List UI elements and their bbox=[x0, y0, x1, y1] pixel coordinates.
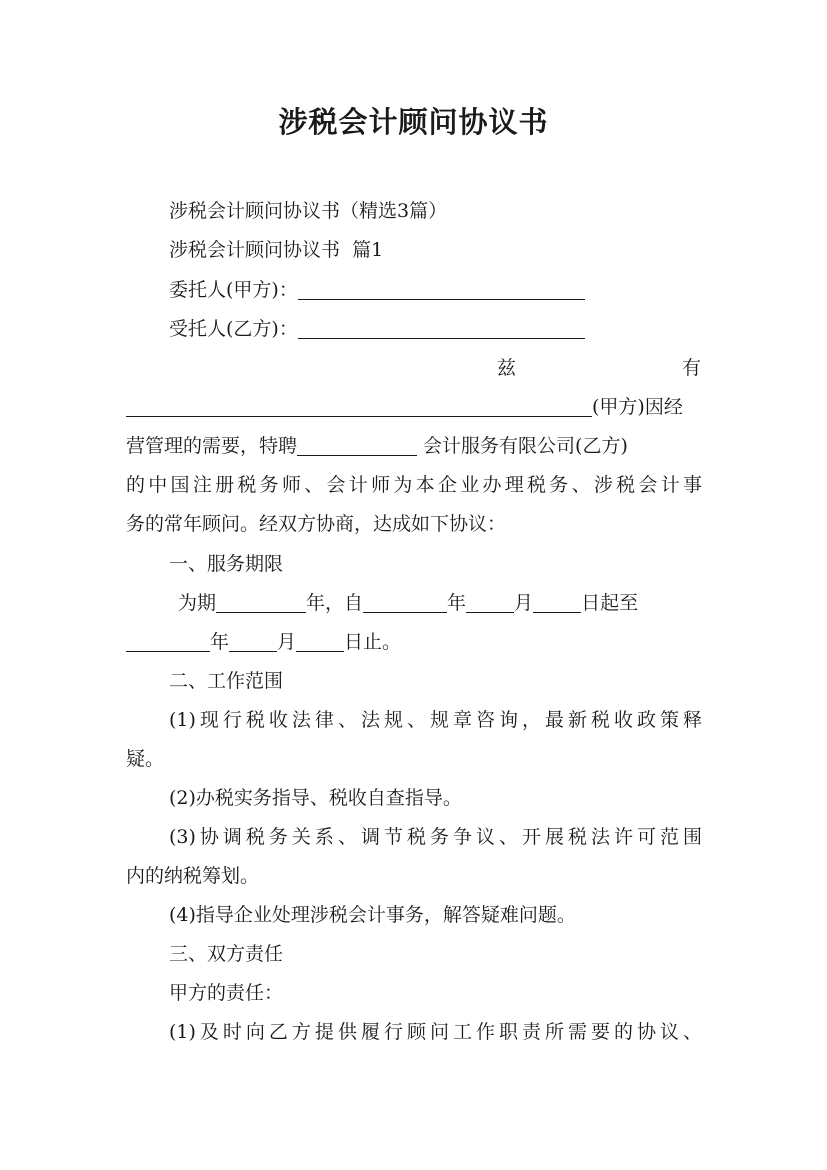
term-text-e: 日起至 bbox=[581, 592, 639, 614]
scope-item-4: (4)指导企业处理涉税会计事务，解答疑难问题。 bbox=[169, 904, 576, 926]
scope-item-3a: (3)协调税务关系、调节税务争议、开展税法许可范围 bbox=[169, 826, 702, 848]
intro-word-1: 兹 bbox=[497, 357, 517, 379]
heading-responsibilities: 三、双方责任 bbox=[169, 943, 284, 965]
party-b-line bbox=[169, 314, 702, 344]
party-b-blank bbox=[298, 318, 585, 339]
intro-line-5: 的中国注册税务师、会计师为本企业办理税务、涉税会计事 bbox=[126, 474, 702, 496]
party-a-blank bbox=[298, 279, 585, 300]
intro-line-4 bbox=[126, 431, 702, 461]
intro-text-4b: 会计服务有限公司(乙方) bbox=[417, 435, 628, 457]
party-a-line bbox=[169, 275, 702, 305]
party-b-label: 受托人(乙方)： bbox=[169, 318, 298, 340]
term-text-f: 年 bbox=[210, 631, 230, 653]
intro-text-4a: 营管理的需要，特聘 bbox=[126, 435, 298, 457]
term-text-b: 年，自 bbox=[306, 592, 364, 614]
term-line-1 bbox=[178, 588, 702, 618]
start-month-blank bbox=[466, 592, 514, 613]
start-year-blank bbox=[363, 592, 447, 613]
term-text-g: 月 bbox=[277, 631, 297, 653]
document-title: 涉税会计顾问协议书 bbox=[278, 105, 549, 139]
end-day-blank bbox=[296, 631, 344, 652]
term-years-blank bbox=[216, 592, 306, 613]
scope-item-1a: (1)现行税收法律、法规、规章咨询，最新税收政策释 bbox=[169, 709, 702, 731]
company-a-blank bbox=[126, 396, 592, 417]
scope-item-3b: 内的纳税筹划。 bbox=[126, 865, 260, 887]
end-month-blank bbox=[229, 631, 277, 652]
term-line-2 bbox=[126, 627, 702, 657]
scope-item-2: (2)办税实务指导、税收自查指导。 bbox=[169, 787, 462, 809]
term-text-c: 年 bbox=[447, 592, 467, 614]
subtitle: 涉税会计顾问协议书（精选3篇） bbox=[169, 200, 448, 222]
party-a-duty-heading: 甲方的责任： bbox=[169, 982, 284, 1004]
heading-work-scope: 二、工作范围 bbox=[169, 670, 284, 692]
section-title: 涉税会计顾问协议书 篇1 bbox=[169, 239, 384, 261]
end-year-blank bbox=[126, 631, 210, 652]
term-text-d: 月 bbox=[514, 592, 534, 614]
term-text-a: 为期 bbox=[178, 592, 217, 614]
intro-line-6: 务的常年顾问。经双方协商，达成如下协议： bbox=[126, 513, 507, 535]
party-a-label: 委托人(甲方)： bbox=[169, 279, 298, 301]
start-day-blank bbox=[533, 592, 581, 613]
scope-item-1b: 疑。 bbox=[126, 748, 165, 770]
intro-line-3 bbox=[126, 392, 702, 422]
intro-text-3: (甲方)因经 bbox=[592, 396, 683, 418]
intro-word-2: 有 bbox=[682, 357, 702, 379]
duty-item-1: (1)及时向乙方提供履行顾问工作职责所需要的协议、 bbox=[169, 1021, 702, 1043]
term-text-h: 日止。 bbox=[344, 631, 402, 653]
company-b-blank bbox=[297, 435, 417, 456]
heading-service-term: 一、服务期限 bbox=[169, 553, 284, 575]
